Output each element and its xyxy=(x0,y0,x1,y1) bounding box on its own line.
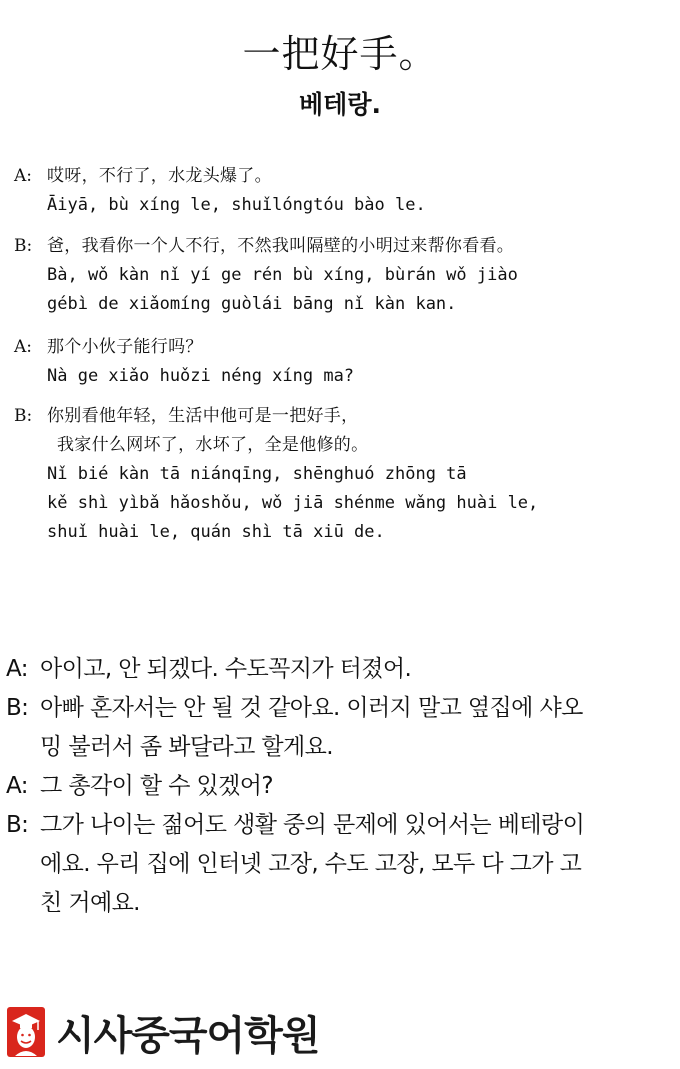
dialogue-line xyxy=(14,333,674,362)
graduate-face-logo-icon xyxy=(6,1006,46,1058)
brand-name: 시사중국어학원 xyxy=(56,1012,320,1059)
dialogue-line xyxy=(14,489,674,518)
korean-line xyxy=(6,845,676,884)
dialogue-block-2 xyxy=(14,232,674,319)
korean-line xyxy=(6,728,676,767)
korean-text: 친 거예요. xyxy=(40,890,140,916)
dialogue-line xyxy=(14,402,674,431)
pinyin-line: gébì de xiǎomíng guòlái bāng nǐ kàn kan. xyxy=(47,294,457,314)
chinese-line: 爸，我看你一个人不行，不然我叫隔壁的小明过来帮你看看。 xyxy=(47,236,515,256)
dialogue-line xyxy=(14,460,674,489)
dialogue-line xyxy=(14,191,674,220)
page-title: 一把好手。 xyxy=(242,32,438,76)
dialogue-line xyxy=(14,232,674,261)
dialogue-block-3 xyxy=(14,333,674,391)
speaker-label: A: xyxy=(6,656,28,682)
dialogue-line xyxy=(14,261,674,290)
dialogue-line xyxy=(14,362,674,391)
korean-text: 밍 불러서 좀 봐달라고 할게요. xyxy=(40,734,333,760)
chinese-line: 哎呀，不行了，水龙头爆了。 xyxy=(47,166,272,186)
korean-line xyxy=(6,689,676,728)
speaker-label: B: xyxy=(6,812,29,838)
speaker-label: B: xyxy=(14,406,33,426)
korean-line xyxy=(6,650,676,689)
speaker-label: A: xyxy=(14,337,33,357)
brand-footer xyxy=(6,1002,319,1062)
korean-text: 아이고, 안 되겠다. 수도꼭지가 터졌어. xyxy=(40,656,412,682)
korean-text: 그가 나이는 젊어도 생활 중의 문제에 있어서는 베테랑이 xyxy=(40,812,585,838)
chinese-line: 我家什么网坏了，水坏了，全是他修的。 xyxy=(57,435,369,455)
pinyin-line: Āiyā, bù xíng le, shuǐlóngtóu bào le. xyxy=(47,195,426,215)
chinese-line: 你别看他年轻，生活中他可是一把好手， xyxy=(47,406,359,426)
dialogue-block-1 xyxy=(14,162,674,220)
korean-text: 그 총각이 할 수 있겠어? xyxy=(40,773,274,799)
speaker-label: A: xyxy=(6,773,28,799)
chinese-line: 那个小伙子能行吗？ xyxy=(47,337,203,357)
korean-line xyxy=(6,767,676,806)
dialogue-line xyxy=(14,290,674,319)
dialogue-line xyxy=(14,518,674,547)
speaker-label: B: xyxy=(14,236,33,256)
dialogue-block-4 xyxy=(14,402,674,547)
page-subtitle: 베테랑. xyxy=(299,90,381,119)
pinyin-line: Nà ge xiǎo huǒzi néng xíng ma? xyxy=(47,366,355,386)
dialogue-line xyxy=(14,431,674,460)
korean-line xyxy=(6,884,676,923)
korean-translation xyxy=(6,650,676,923)
korean-text: 아빠 혼자서는 안 될 것 같아요. 이러지 말고 옆집에 샤오 xyxy=(40,695,583,721)
dialogue-line xyxy=(14,162,674,191)
korean-text: 에요. 우리 집에 인터넷 고장, 수도 고장, 모두 다 그가 고 xyxy=(40,851,582,877)
pinyin-line: shuǐ huài le, quán shì tā xiū de. xyxy=(47,522,385,542)
speaker-label: B: xyxy=(6,695,29,721)
korean-line xyxy=(6,806,676,845)
pinyin-line: Nǐ bié kàn tā niánqīng, shēnghuó zhōng tā xyxy=(47,464,467,484)
pinyin-line: kě shì yìbǎ hǎoshǒu, wǒ jiā shénme wǎng huài le, xyxy=(47,493,539,513)
speaker-label: A: xyxy=(14,166,33,186)
pinyin-line: Bà, wǒ kàn nǐ yí ge rén bù xíng, bùrán wǒ jiào xyxy=(47,265,518,285)
